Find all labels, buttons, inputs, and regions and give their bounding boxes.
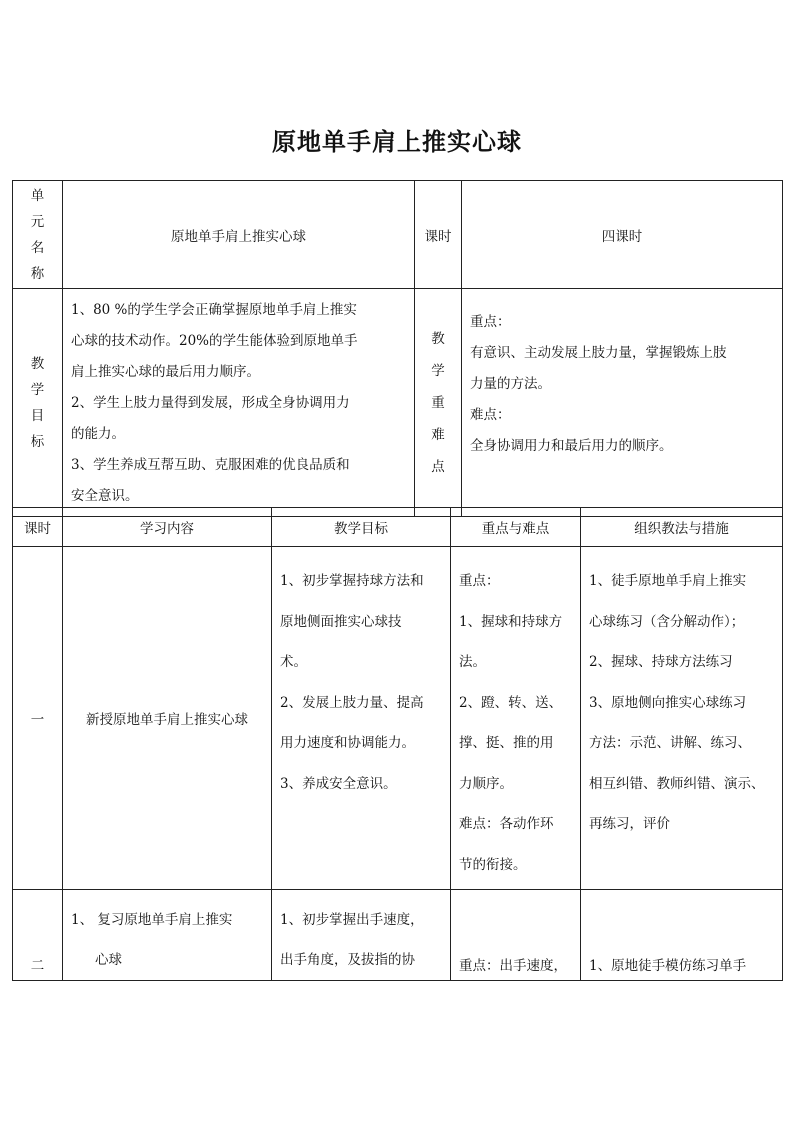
key-difficulty-label: 教 学 重 难 点 <box>415 289 462 517</box>
header-key-points: 重点与难点 <box>451 508 581 547</box>
table-row <box>13 890 783 981</box>
objectives-text: 1、80 %的学生学会正确掌握原地单手肩上推实 心球的技术动作。20%的学生能体验到原地单手 肩上推实心球的最后用力顺序。 2、学生上肢力量得到发展，形成全身协调用力 的能力。 3、学生养成互帮互助、克服困难的优良品质和 安全意识。 <box>63 289 415 517</box>
header-content: 学习内容 <box>63 508 272 547</box>
hours-label: 课时 <box>415 181 462 289</box>
header-goals: 教学目标 <box>272 508 451 547</box>
unit-name-value: 原地单手肩上推实心球 <box>63 181 415 289</box>
hours-value: 四课时 <box>462 181 783 289</box>
key-difficulty-text: 重点： 有意识、主动发展上肢力量，掌握锻炼上肢 力量的方法。 难点： 全身协调用力和最后用力的顺序。 <box>462 289 783 517</box>
lesson-methods: 1、徒手原地单手肩上推实 心球练习（含分解动作）； 2、握球、持球方法练习 3、原地侧向推实心球练习 方法：示范、讲解、练习、 相互纠错、教师纠错、演示、 再练习，评价 <box>581 547 783 890</box>
header-lesson: 课时 <box>13 508 63 547</box>
lesson-key-points: 重点：出手速度， <box>451 890 581 981</box>
lesson-goals: 1、初步掌握出手速度， 出手角度，及拔指的协 <box>272 890 451 981</box>
objectives-label: 教 学 目 标 <box>13 289 63 517</box>
lesson-number: 二 <box>13 890 63 981</box>
table-row <box>13 547 783 890</box>
lesson-methods: 1、原地徒手模仿练习单手 <box>581 890 783 981</box>
lesson-content: 新授原地单手肩上推实心球 <box>63 547 272 890</box>
lesson-goals: 1、初步掌握持球方法和 原地侧面推实心球技 术。 2、发展上肢力量、提高 用力速度和协调能力。 3、养成安全意识。 <box>272 547 451 890</box>
lesson-table <box>12 507 783 981</box>
lesson-number: 一 <box>13 547 63 890</box>
header-methods: 组织教法与措施 <box>581 508 783 547</box>
lesson-key-points: 重点： 1、握球和持球方 法。 2、蹬、转、送、 撑、挺、推的用 力顺序。 难点：各动作环 节的衔接。 <box>451 547 581 890</box>
unit-info-table <box>12 180 783 517</box>
unit-name-label: 单 元 名 称 <box>13 181 63 289</box>
lesson-content: 1、 复习原地单手肩上推实 心球 <box>63 890 272 981</box>
document-title: 原地单手肩上推实心球 <box>272 127 522 156</box>
